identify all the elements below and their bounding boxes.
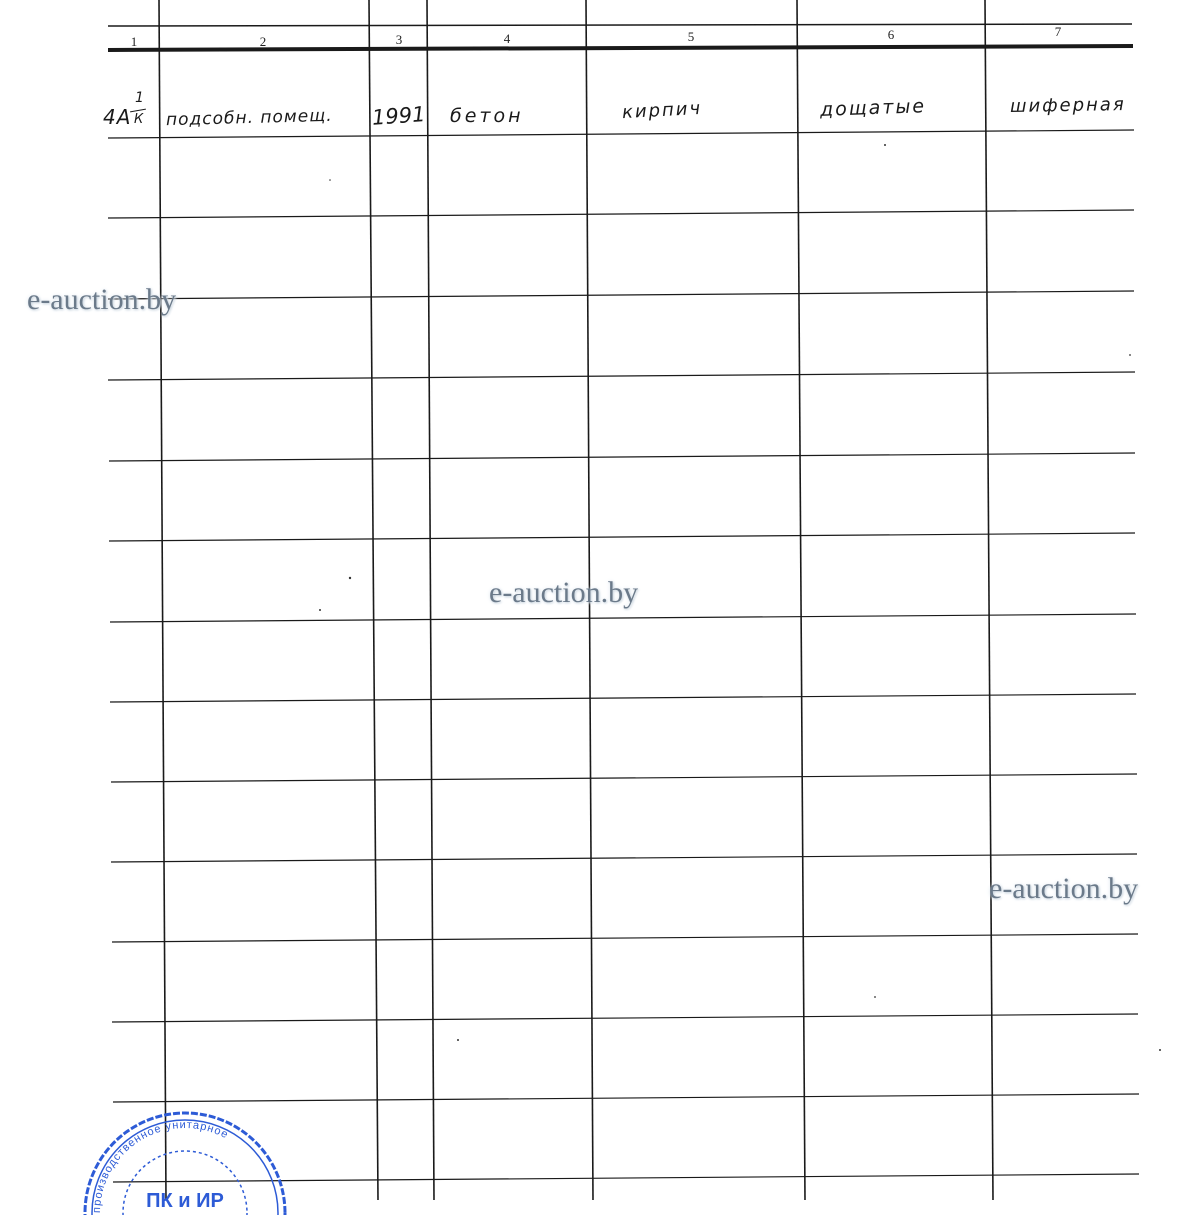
- column-divider: [159, 0, 166, 1200]
- roof-material: шиферная: [1009, 93, 1126, 118]
- column-number: 1: [130, 34, 138, 49]
- column-number: 4: [503, 31, 511, 46]
- row-line: [108, 291, 1134, 299]
- row-line: [112, 1014, 1138, 1022]
- room-name: подсобн. помещ.: [165, 105, 333, 131]
- row-line: [111, 854, 1137, 862]
- header-rule-top: [108, 24, 1132, 26]
- row-fraction-bottom: К: [134, 112, 145, 127]
- column-divider: [797, 0, 805, 1200]
- column-number: 2: [259, 34, 267, 49]
- row-line: [111, 774, 1137, 782]
- row-line: [110, 694, 1136, 702]
- row-number: 4А: [103, 105, 132, 129]
- column-number: 6: [887, 27, 895, 42]
- official-stamp: [60, 1095, 310, 1215]
- wall-material: кирпич: [621, 97, 703, 124]
- stamp-initials: ПК и ИР: [146, 1190, 224, 1212]
- row-line: [109, 533, 1135, 541]
- construction-year: 1991: [371, 102, 427, 130]
- floor-material: дощатые: [819, 95, 927, 121]
- column-divider: [985, 0, 993, 1200]
- watermark: e-auction.by: [27, 283, 177, 316]
- column-number: 7: [1054, 24, 1062, 39]
- row-fraction-top: 1: [135, 90, 145, 106]
- row-line: [109, 453, 1135, 461]
- foundation-material: бетон: [450, 105, 524, 127]
- row-line: [108, 210, 1134, 218]
- watermark: e-auction.by: [989, 872, 1139, 905]
- row-line: [112, 934, 1138, 942]
- row-line: [110, 614, 1136, 622]
- stamp-arc-text: производственное унитарное: [90, 1118, 231, 1214]
- row-line: [108, 372, 1135, 380]
- column-number: 5: [687, 29, 695, 44]
- column-number: 3: [395, 32, 403, 47]
- watermark: e-auction.by: [489, 576, 639, 609]
- row-line: [108, 130, 1134, 138]
